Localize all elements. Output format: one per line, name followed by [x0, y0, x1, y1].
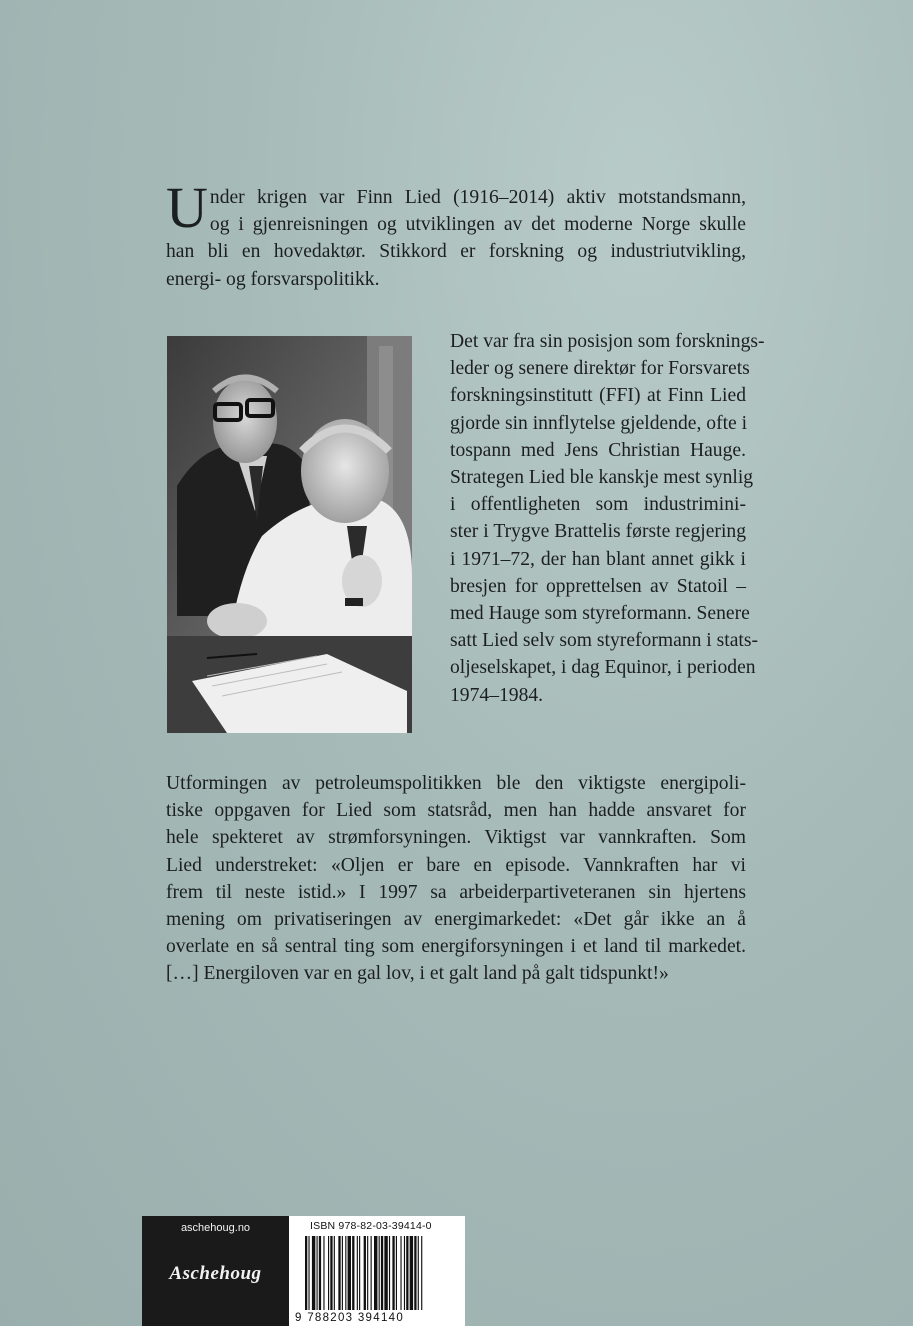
text-line: Utformingen av petroleumspolitikken ble den viktigste energipoli-	[166, 773, 746, 794]
text-line: tospann med Jens Christian Hauge.	[450, 439, 746, 461]
text-line: i offentligheten som industrimini-	[450, 494, 746, 516]
text-line: leder og senere direktør for Forsvarets	[450, 358, 750, 380]
text-line: satt Lied selv som styreformann i stats-	[450, 630, 758, 652]
author-photo	[167, 336, 412, 733]
text-line: 1974–1984.	[450, 684, 544, 706]
text-line: gjorde sin innflytelse gjeldende, ofte i	[450, 412, 748, 434]
publisher-logo: Aschehoug	[169, 1263, 262, 1284]
text-line: forskningsinstitutt (FFI) at Finn Lied	[450, 385, 746, 407]
barcode-digits: 9 788203 394140	[295, 1312, 405, 1324]
text-line: Strategen Lied ble kanskje mest synlig	[450, 467, 754, 489]
text-line: og i gjenreisningen og utviklingen av det moderne Norge skulle	[209, 214, 746, 236]
intro-paragraph	[166, 175, 746, 293]
text-line: han bli en hovedaktør. Stikkord er forskning og industriutvikling,	[166, 241, 746, 263]
text-line: […] Energiloven var en gal lov, i et galt land på galt tidspunkt!»	[166, 963, 669, 985]
text-line: tiske oppgaven for Lied som statsråd, men han hadde ansvaret for	[166, 800, 746, 822]
career-paragraph	[450, 328, 765, 709]
text-line: energi- og forsvarspolitikk.	[166, 268, 380, 290]
text-line: nder krigen var Finn Lied (1916–2014) aktiv motstandsmann,	[209, 187, 746, 208]
text-line: Lied understreket: «Oljen er bare en episode. Vannkraften har vi	[166, 854, 746, 876]
text-line: oljeselskapet, i dag Equinor, i perioden	[450, 657, 756, 679]
text-line: med Hauge som styreformann. Senere	[450, 603, 750, 625]
text-line: mening om privatiseringen av energimarkedet: «Det går ikke an å	[166, 909, 746, 931]
text-line: frem til neste istid.» I 1997 sa arbeiderpartiveteranen sin hjertens	[166, 881, 746, 903]
text-line: Det var fra sin posisjon som forsknings-	[450, 331, 765, 352]
isbn-label: ISBN 978-82-03-39414-0	[310, 1220, 432, 1232]
energy-policy-paragraph	[166, 770, 746, 988]
text-line: overlate en så sentral ting som energiforsyningen i et land til markedet.	[166, 936, 746, 958]
drop-cap: U	[166, 175, 208, 240]
text-line: i 1971–72, der han blant annet gikk i	[450, 548, 746, 570]
text-line: hele spekteret av strømforsyningen. Viktigst var vannkraften. Som	[166, 827, 746, 849]
publisher-imprint	[142, 1216, 289, 1326]
text-line: bresjen for opprettelsen av Statoil –	[450, 575, 746, 597]
isbn-barcode	[289, 1216, 465, 1326]
publisher-website: aschehoug.no	[180, 1222, 251, 1234]
barcode-bars	[289, 1216, 465, 1326]
text-line: ster i Trygve Brattelis første regjering	[450, 521, 746, 543]
